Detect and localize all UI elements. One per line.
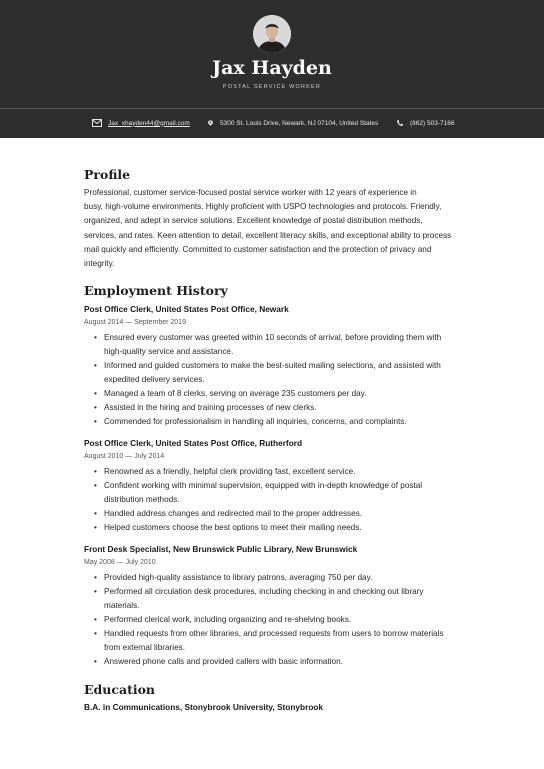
header-divider [0, 108, 544, 109]
list-item: • Managed a team of 8 clerks, serving on average 235 customers per day. [94, 387, 470, 401]
list-item: • Performed all circulation desk procedures, including checking in and checking out library materials. [94, 585, 470, 613]
email-link[interactable]: Jax_xhayden44@gmail.com [108, 119, 190, 127]
list-item: • Performed clerical work, including organizing and re-shelving books. [94, 613, 470, 627]
resume-header [0, 0, 544, 138]
contact-email[interactable] [92, 117, 190, 129]
summary-line: mail quickly and efficiently. Committed to customer satisfaction and the protection of privacy and [84, 244, 432, 254]
list-item: • Handled requests from other libraries, and processed requests from users to borrow materials from external libraries. [94, 627, 470, 655]
job-dates: August 2010 — July 2014 [84, 453, 165, 460]
education-heading: Education [84, 682, 156, 697]
candidate-name: Jax Hayden [212, 57, 332, 79]
job-bullets [94, 571, 470, 669]
profile-photo [253, 15, 291, 53]
contact-address [207, 117, 378, 129]
envelope-icon [92, 119, 102, 127]
list-item: • Helped customers choose the best options to meet their mailing needs. [94, 521, 470, 535]
phone-text[interactable]: (862) 503-7166 [410, 119, 455, 127]
job-title: Post Office Clerk, United States Post Office, Newark [84, 304, 289, 314]
summary-line: Professional, customer service-focused postal service worker with 12 years of experience in [84, 188, 417, 197]
profile-summary [84, 186, 464, 271]
address-text: 5300 St. Louis Drive, Newark, NJ 07104, United States [220, 119, 379, 127]
degree-title: B.A. in Communications, Stonybrook University, Stonybrook [84, 702, 324, 712]
job-title: Front Desk Specialist, New Brunswick Public Library, New Brunswick [84, 544, 358, 554]
phone-icon [396, 119, 404, 127]
employment-heading: Employment History [84, 283, 228, 298]
job-bullets [94, 465, 470, 535]
job-dates: August 2014 — September 2019 [84, 319, 186, 326]
summary-line: organized, and adept in service solutions. Excellent knowledge of postal distribution methods, [84, 216, 423, 226]
list-item: • Provided high-quality assistance to library patrons, averaging 750 per day. [94, 571, 470, 585]
location-pin-icon [207, 119, 214, 127]
summary-line: services, and rates. Keen attention to detail, excellent literacy skills, and exceptional ability to process [84, 230, 452, 240]
list-item: • Commended for professionalism in handling all inquiries, concerns, and complaints. [94, 415, 470, 429]
contact-phone[interactable] [396, 117, 454, 129]
avatar [253, 15, 291, 53]
job-role: POSTAL SERVICE WORKER [222, 84, 322, 90]
list-item: • Assisted in the hiring and training processes of new clerks. [94, 401, 470, 415]
list-item: • Informed and guided customers to make the best-suited mailing selections, and assisted with expedited delivery services. [94, 359, 470, 387]
list-item: • Answered phone calls and provided callers with basic information. [94, 655, 470, 669]
job-dates: May 2008 — July 2010 [84, 559, 156, 566]
summary-line: integrity. [84, 259, 115, 269]
job-title: Post Office Clerk, United States Post Office, Rutherford [84, 438, 303, 448]
list-item: • Ensured every customer was greeted within 10 seconds of arrival, before providing them with high-quality service and assistance. [94, 331, 470, 359]
list-item: • Renowned as a friendly, helpful clerk providing fast, excellent service. [94, 465, 470, 479]
profile-heading: Profile [84, 167, 131, 182]
summary-line: busy, high-volume environments. Highly proficient with USPO technologies and protocols. Friendly, [84, 202, 442, 212]
list-item: • Confident working with minimal supervision, equipped with in-depth knowledge of postal distribution methods. [94, 479, 470, 507]
job-bullets [94, 331, 470, 429]
list-item: • Handled address changes and redirected mail to the proper addresses. [94, 507, 470, 521]
